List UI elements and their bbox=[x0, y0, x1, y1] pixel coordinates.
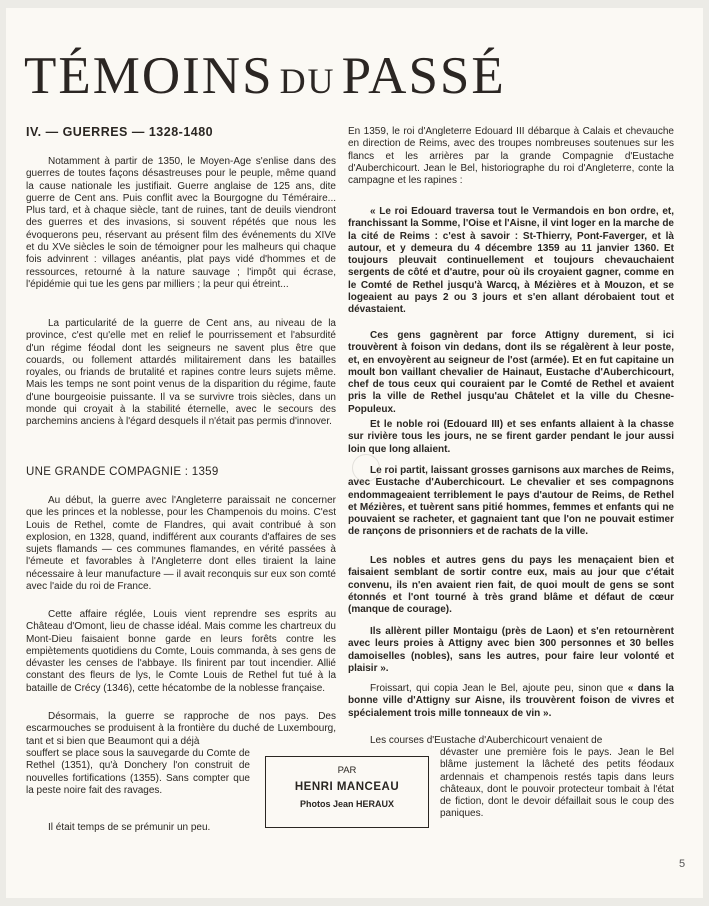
title-word-2: DU bbox=[279, 61, 336, 101]
paragraph: Ils allèrent piller Montaigu (près de Laon) et s'en retournèrent avec leurs proies à Attigny avec bien 300 personnes et 30 belles damoiselles (nobles), sans les autres, pour faire leur volonté et plaisir ». bbox=[348, 626, 674, 674]
edouard-paragraph bbox=[348, 126, 674, 187]
paragraph: Le roi partit, laissant grosses garnisons aux marches de Reims, avec Eustache d'Auberchicourt. Le chevalier et ses compagnons endommageaient terriblement le pays d'autour de Reims, de Rethel et Mézières, et tuèrent sans pitié hommes, femmes et enfants qui ne pouvaient se racheter, et gagnaient tant que l'on ne pouvait estimer de rançons de prisonniers et de rachats de la ville. bbox=[348, 465, 674, 538]
sub-heading: UNE GRANDE COMPAGNIE : 1359 bbox=[26, 466, 219, 478]
chronicle-quote-1 bbox=[348, 206, 674, 317]
chronicle-quote-2 bbox=[348, 330, 674, 416]
paragraph bbox=[348, 683, 674, 720]
luxembourg-paragraph bbox=[26, 711, 336, 748]
courses-paragraph bbox=[440, 747, 674, 821]
paragraph: Au début, la guerre avec l'Angleterre paraissait ne concerner que les princes et la noblesse, pour les Champenois du moins. C'est Louis de Rethel, comte de Flandres, qui avait contribué à son explosion, en 1328, quand, indifférent aux courants d'affaires de ses sujets flamands — ces communes flamandes, en vérité passées à l'émeute et favorables à l'Angleterre dont elles tiraient la laine nécessaire à leur manufacture — il avait reconquis sur eux son comté avec l'aide du roi de France. bbox=[26, 495, 336, 593]
paragraph: Ces gens gagnèrent par force Attigny durement, si ici trouvèrent à foison vin dedans, dont ils se régalèrent à leur poste, et, en envoyèrent au seigneur de l'ost (armée). Et en fut capitaine un moult bon vaillant chevalier de Hainaut, Eustache d'Auberchicourt, chef de tous ceux qui couraient par le Comté de Rethel et avaient pris la ville de Rethel jusqu'au Châtelet et la ville du Chesne-Populeux. bbox=[348, 330, 674, 415]
froissart-quote: « dans la bonne ville d'Attigny sur Aisne, ils trouvèrent foison de vivres et spécialement trois mille tonneaux de vin ». bbox=[348, 683, 674, 719]
byline-photo-credit: Photos Jean HERAUX bbox=[299, 799, 395, 809]
paragraph: La particularité de la guerre de Cent ans, au niveau de la province, c'est qu'elle met en relief le pourrissement et l'absurdité d'un régime féodal dont les seigneurs ne savent plus être que couards, ou follement attardés militairement dans les batailles royales, ou friands de brutalité et rapines contre leurs sujets même. Mais les temps ne sont point venus de la disparition du régime, faute d'une bourgeoisie puissante. Il va se survivre trois siècles, dans un monde qui croyait à la stabilité éternelle, avec le secours des parchemins anciens à l'égard desquels il n'était pas permis d'innover. bbox=[26, 318, 336, 428]
page-number: 5 bbox=[679, 858, 686, 870]
chronicle-quote-3 bbox=[348, 419, 674, 456]
title-word-3: PASSÉ bbox=[341, 47, 506, 105]
paragraph: Les courses d'Eustache d'Auberchicourt venaient de bbox=[370, 735, 603, 746]
paragraph: dévaster une première fois le pays. Jean le Bel blâme justement la lâcheté des petits féodaux ardennais et champenois restés tapis dans leurs châteaux, dont le pouvoir protecteur tombait à l'état de fiction, dont le devoir défaillait sous le coup des paniques. bbox=[440, 747, 674, 820]
paragraph: Notamment à partir de 1350, le Moyen-Age s'enlise dans des guerres de toutes façons désastreuses pour le peuple, même quand la cause nationale les justifiait. Guerre anglaise de 125 ans, dite guerre de Cent ans. Puis conflit avec la Bourgogne du Téméraire... Plus tard, et à chaque siècle, tant de ruines, tant de deuils viendront des guerres et des invasions, si souvent répétés que nous les évoquerons peu, réservant au présent film des événements du XIVe et du XVe siècles le soin de témoigner pour les malheurs qui chaque fois advinrent : villages anéantis, plat pays vidé d'hommes et de ressources, retourné à la nature sauvage ; l'impôt qui écrase, l'épidémie qui tue les gens par milliers ; la peur qui étreint... bbox=[26, 156, 336, 290]
paragraph: En 1359, le roi d'Angleterre Edouard III débarque à Calais et chevauche en direction de Reims, avec des troupes nombreuses soutenues sur les flancs et les arrières par la grande Compagnie d'Eustache d'Auberchicourt. Jean le Bel, historiographe du roi d'Angleterre, conte la campagne et les rapines : bbox=[348, 126, 674, 187]
premunir-paragraph bbox=[26, 822, 246, 834]
froissart-paragraph bbox=[348, 683, 674, 720]
section-heading: IV. — GUERRES — 1328-1480 bbox=[26, 125, 214, 139]
courses-paragraph-line bbox=[348, 735, 674, 747]
intro-paragraph bbox=[26, 156, 336, 291]
chronicle-quote-4 bbox=[348, 465, 674, 539]
paragraph: Il était temps de se prémunir un peu. bbox=[48, 822, 211, 833]
byline-par: PAR bbox=[337, 765, 357, 776]
byline-box bbox=[265, 756, 429, 828]
chronicle-quote-6 bbox=[348, 626, 674, 675]
paragraph: Cette affaire réglée, Louis vient reprendre ses esprits au Château d'Omont, lieu de chasse idéal. Mais comme les chartreux du Mont-Dieu faisaient bonne garde en leurs forêts contre les empiètements quotidiens du Comte, Louis commanda, à ses gens de dévaster les censes de l'abbaye. Ils finirent par tout incendier. Allié constant des fleurs de lys, le Comte Louis de Rethel fut tué à la bataille de Crécy (1346), cette hécatombe de la noblesse française. bbox=[26, 609, 336, 694]
chronicle-quote-5 bbox=[348, 555, 674, 616]
cent-ans-paragraph bbox=[26, 318, 336, 429]
paragraph: souffert se place sous la sauvegarde du Comte de Rethel (1351), qu'à Donchery l'on construit de nouvelles fortifications (1355). Sans compter que la peste noire fait des ravages. bbox=[26, 748, 250, 796]
byline-author: HENRI MANCEAU bbox=[294, 781, 400, 793]
page-title bbox=[24, 46, 674, 106]
title-word-1: TÉMOINS bbox=[24, 47, 274, 105]
beaumont-paragraph bbox=[26, 748, 250, 797]
paragraph: « Le roi Edouard traversa tout le Vermandois en bon ordre, et, franchissant la Somme, l'Oise et l'Aisne, il vint loger en la marche de la cité de Reims : c'est à savoir : St-Thierry, Pont-Faverger, et là autour, et y demeura du 4 décembre 1359 au 11 janvier 1360. Et toujours pleuvait continuellement et toujours chevauchaient sergents de côté et d'autre, pour où ils croyaient gagner, comme en le Comté de Rethel jusqu'à Warcq, à Mézières et à Mouzon, et se logeaient au pays 2 ou 3 jours et s'en allant dérobaient tout et dévastaient. bbox=[348, 206, 674, 316]
froissart-intro: Froissart, qui copia Jean le Bel, ajoute peu, sinon que bbox=[370, 683, 624, 694]
library-stamp bbox=[352, 454, 380, 482]
paragraph: Et le noble roi (Edouard III) et ses enfants allaient à la chasse sur rivière tous les jours, ne se firent garder pendant le jour aussi loin que long allaient. bbox=[348, 419, 674, 455]
paragraph: Désormais, la guerre se rapproche de nos pays. Des escarmouches se produisent à la frontière du duché de Luxembourg, tant et si bien que Beaumont qui a déjà bbox=[26, 711, 336, 747]
paragraph: Les nobles et autres gens du pays les menaçaient bien et faisaient semblant de sortir contre eux, mais au jour que c'était convenu, ils n'en avaient rien fait, de quoi moult de gens se sont étonnés et l'ont tourné à très grand blâme et défaut de cœur (manque de courage). bbox=[348, 555, 674, 616]
omont-paragraph bbox=[26, 609, 336, 695]
compagnie-paragraph bbox=[26, 495, 336, 593]
